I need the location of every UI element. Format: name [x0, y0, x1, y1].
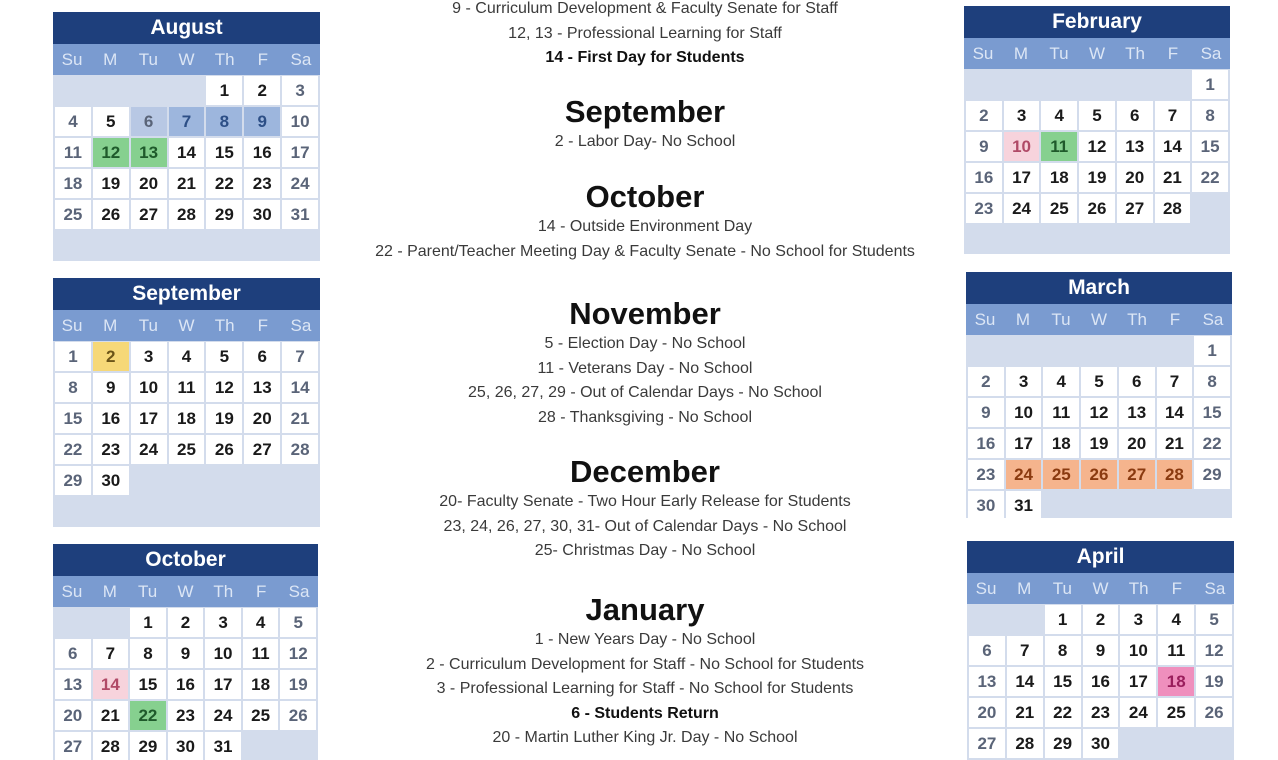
- day-cell: 13: [131, 138, 167, 167]
- day-cell: 14: [1155, 132, 1191, 161]
- day-cell: 20: [244, 404, 280, 433]
- day-cell: 5: [1081, 367, 1117, 396]
- day-cell: 2: [168, 608, 204, 637]
- day-cell: 2: [93, 342, 129, 371]
- day-cell: 15: [1194, 398, 1230, 427]
- day-cell: 4: [1041, 101, 1077, 130]
- events-december: [335, 454, 955, 564]
- day-cell: 10: [1006, 398, 1042, 427]
- empty-cell: [55, 608, 91, 637]
- day-cell: 17: [205, 670, 241, 699]
- day-cell: 28: [1155, 194, 1191, 223]
- weekday-header: [966, 304, 1232, 335]
- day-cell: 3: [205, 608, 241, 637]
- day-cell: 9: [966, 132, 1002, 161]
- empty-cell: [93, 608, 129, 637]
- event-line: 25- Christmas Day - No School: [534, 542, 756, 559]
- event-month-heading: January: [585, 592, 705, 627]
- day-cell: 22: [1192, 163, 1228, 192]
- empty-cell: [969, 605, 1005, 634]
- day-cell: 2: [968, 367, 1004, 396]
- day-cell: 19: [1081, 429, 1117, 458]
- day-cell: 5: [93, 107, 129, 136]
- weekday-label: W: [1090, 310, 1108, 329]
- event-line: 25, 26, 27, 29 - Out of Calendar Days - No School: [468, 384, 822, 401]
- weekday-label: F: [257, 50, 268, 69]
- day-cell: 19: [1079, 163, 1115, 192]
- weekday-label: F: [1171, 579, 1182, 598]
- day-cell: 18: [1041, 163, 1077, 192]
- day-cell: 24: [131, 435, 167, 464]
- day-cell: 21: [1157, 429, 1193, 458]
- weekday-label: W: [178, 50, 195, 69]
- day-cell: 17: [1120, 667, 1156, 696]
- weekday-label: Sa: [290, 316, 312, 335]
- day-cell: 23: [93, 435, 129, 464]
- day-cell: 2: [966, 101, 1002, 130]
- day-cell: 7: [169, 107, 205, 136]
- calendar-march: [966, 272, 1232, 518]
- weekday-label: Su: [975, 579, 997, 598]
- day-cell: 8: [206, 107, 242, 136]
- day-cell: 9: [968, 398, 1004, 427]
- day-cell: 24: [1120, 698, 1156, 727]
- empty-cell: [1157, 336, 1193, 365]
- day-cell: 18: [1043, 429, 1079, 458]
- empty-cell: [1041, 70, 1077, 99]
- weekday-label: F: [257, 316, 268, 335]
- day-cell: 12: [1081, 398, 1117, 427]
- day-cell: 7: [93, 639, 129, 668]
- weekday-label: Tu: [138, 316, 158, 335]
- calendar-title: September: [53, 278, 320, 310]
- day-cell: 9: [1083, 636, 1119, 665]
- day-cell: 11: [1043, 398, 1079, 427]
- day-cell: 16: [966, 163, 1002, 192]
- weekday-label: M: [103, 316, 118, 335]
- weekday-label: W: [1088, 44, 1106, 63]
- day-cell: 10: [205, 639, 241, 668]
- events-october: [335, 179, 955, 264]
- day-cell: 28: [282, 435, 318, 464]
- event-line: 5 - Election Day - No School: [544, 335, 746, 352]
- weekday-label: Tu: [1051, 310, 1071, 329]
- calendar-title: October: [53, 544, 318, 576]
- day-cell: 19: [93, 169, 129, 198]
- day-cell: 27: [244, 435, 280, 464]
- day-cell: 3: [131, 342, 167, 371]
- day-cell: 25: [1158, 698, 1194, 727]
- empty-cell: [55, 76, 91, 105]
- day-cell: 1: [1045, 605, 1081, 634]
- empty-cell: [131, 76, 167, 105]
- day-cell: 24: [1004, 194, 1040, 223]
- day-cell: 23: [1083, 698, 1119, 727]
- day-cell: 5: [280, 608, 316, 637]
- day-cell: 8: [55, 373, 91, 402]
- day-cell: 14: [169, 138, 205, 167]
- day-cell: 3: [1006, 367, 1042, 396]
- day-cell: 13: [1119, 398, 1155, 427]
- day-cell: 28: [169, 200, 205, 229]
- day-cell: 12: [280, 639, 316, 668]
- day-cell: 1: [1192, 70, 1228, 99]
- day-cell: 27: [55, 732, 91, 760]
- weekday-label: Sa: [288, 582, 310, 601]
- day-grid: [53, 341, 320, 495]
- day-cell: 9: [93, 373, 129, 402]
- day-cell: 29: [130, 732, 166, 760]
- day-cell: 30: [244, 200, 280, 229]
- event-line: 1 - New Years Day - No School: [534, 631, 756, 648]
- weekday-label: M: [103, 50, 118, 69]
- event-month-heading: November: [569, 296, 721, 331]
- day-cell: 24: [282, 169, 318, 198]
- weekday-label: Su: [972, 44, 994, 63]
- day-cell: 5: [1196, 605, 1232, 634]
- day-cell: 7: [1007, 636, 1043, 665]
- weekday-label: Su: [974, 310, 996, 329]
- day-cell: 23: [168, 701, 204, 730]
- empty-cell: [968, 336, 1004, 365]
- day-cell: 29: [1045, 729, 1081, 758]
- day-cell: 29: [1194, 460, 1230, 489]
- day-cell: 22: [1045, 698, 1081, 727]
- day-cell: 20: [1117, 163, 1153, 192]
- day-cell: 15: [55, 404, 91, 433]
- weekday-header: [53, 576, 318, 607]
- empty-cell: [1117, 70, 1153, 99]
- day-cell: 21: [93, 701, 129, 730]
- event-line: 2 - Curriculum Development for Staff - No School for Students: [425, 655, 865, 673]
- day-cell: 27: [131, 200, 167, 229]
- empty-cell: [966, 70, 1002, 99]
- day-cell: 6: [1119, 367, 1155, 396]
- day-cell: 26: [93, 200, 129, 229]
- weekday-label: Su: [61, 316, 83, 335]
- day-cell: 22: [1194, 429, 1230, 458]
- day-cell: 11: [1041, 132, 1077, 161]
- day-cell: 16: [1083, 667, 1119, 696]
- day-cell: 19: [206, 404, 242, 433]
- weekday-label: Su: [61, 50, 83, 69]
- calendar-october: [53, 544, 318, 760]
- day-cell: 17: [1006, 429, 1042, 458]
- empty-cell: [1007, 605, 1043, 634]
- event-line: 14 - Outside Environment Day: [537, 218, 753, 235]
- day-cell: 1: [206, 76, 242, 105]
- event-line: 23, 24, 26, 27, 30, 31- Out of Calendar Days - No School: [443, 517, 847, 535]
- day-cell: 15: [130, 670, 166, 699]
- day-cell: 28: [1007, 729, 1043, 758]
- day-cell: 19: [280, 670, 316, 699]
- weekday-label: Sa: [290, 50, 312, 69]
- day-cell: 4: [1043, 367, 1079, 396]
- day-cell: 25: [169, 435, 205, 464]
- weekday-label: Su: [61, 582, 83, 601]
- weekday-label: Sa: [1204, 579, 1226, 598]
- weekday-header: [53, 44, 320, 75]
- empty-cell: [1006, 336, 1042, 365]
- day-cell: 25: [1043, 460, 1079, 489]
- day-cell: 18: [169, 404, 205, 433]
- day-cell: 26: [280, 701, 316, 730]
- day-cell: 18: [1158, 667, 1194, 696]
- day-cell: 8: [130, 639, 166, 668]
- weekday-label: M: [1015, 310, 1031, 329]
- day-cell: 17: [282, 138, 318, 167]
- day-cell: 14: [282, 373, 318, 402]
- day-cell: 15: [1192, 132, 1228, 161]
- day-cell: 11: [1158, 636, 1194, 665]
- weekday-label: M: [102, 582, 117, 601]
- calendar-title: April: [967, 541, 1234, 573]
- event-line: 20- Faculty Senate - Two Hour Early Release for Students: [439, 493, 851, 510]
- day-cell: 23: [968, 460, 1004, 489]
- day-cell: 10: [1120, 636, 1156, 665]
- calendar-april: [967, 541, 1234, 760]
- day-cell: 4: [169, 342, 205, 371]
- day-cell: 31: [205, 732, 241, 760]
- empty-cell: [1119, 336, 1155, 365]
- day-cell: 5: [1079, 101, 1115, 130]
- day-grid: [53, 607, 318, 760]
- events-august: [335, 0, 955, 71]
- day-cell: 6: [55, 639, 91, 668]
- day-cell: 31: [1006, 491, 1042, 518]
- weekday-header: [967, 573, 1234, 604]
- day-cell: 21: [1007, 698, 1043, 727]
- day-cell: 29: [55, 466, 91, 495]
- day-cell: 18: [55, 169, 91, 198]
- day-cell: 26: [1081, 460, 1117, 489]
- day-cell: 14: [1007, 667, 1043, 696]
- day-cell: 29: [206, 200, 242, 229]
- day-cell: 11: [169, 373, 205, 402]
- event-line: 9 - Curriculum Development & Faculty Senate for Staff: [452, 0, 838, 17]
- day-cell: 19: [1196, 667, 1232, 696]
- day-cell: 7: [1155, 101, 1191, 130]
- day-cell: 16: [244, 138, 280, 167]
- day-cell: 22: [55, 435, 91, 464]
- day-cell: 14: [93, 670, 129, 699]
- day-cell: 22: [206, 169, 242, 198]
- day-cell: 20: [131, 169, 167, 198]
- day-grid: [964, 69, 1230, 223]
- day-cell: 14: [1157, 398, 1193, 427]
- day-cell: 17: [1004, 163, 1040, 192]
- weekday-label: M: [1013, 44, 1029, 63]
- day-cell: 12: [1196, 636, 1232, 665]
- weekday-label: Tu: [138, 582, 158, 601]
- empty-cell: [93, 76, 129, 105]
- day-cell: 16: [968, 429, 1004, 458]
- day-cell: 26: [206, 435, 242, 464]
- day-cell: 20: [1119, 429, 1155, 458]
- day-grid: [53, 75, 320, 229]
- day-cell: 3: [1004, 101, 1040, 130]
- calendar-title: August: [53, 12, 320, 44]
- day-cell: 6: [244, 342, 280, 371]
- day-cell: 21: [282, 404, 318, 433]
- day-cell: 3: [1120, 605, 1156, 634]
- weekday-header: [964, 38, 1230, 69]
- day-cell: 6: [969, 636, 1005, 665]
- day-cell: 1: [55, 342, 91, 371]
- day-cell: 1: [130, 608, 166, 637]
- empty-cell: [1155, 70, 1191, 99]
- day-cell: 15: [206, 138, 242, 167]
- day-cell: 9: [244, 107, 280, 136]
- day-cell: 13: [969, 667, 1005, 696]
- weekday-label: Th: [1127, 310, 1147, 329]
- day-cell: 24: [205, 701, 241, 730]
- event-line: 3 - Professional Learning for Staff - No School for Students: [436, 680, 854, 697]
- day-cell: 4: [55, 107, 91, 136]
- day-cell: 13: [1117, 132, 1153, 161]
- weekday-label: Th: [1128, 579, 1149, 598]
- day-cell: 3: [282, 76, 318, 105]
- day-cell: 31: [282, 200, 318, 229]
- weekday-label: M: [1017, 579, 1032, 598]
- day-cell: 23: [966, 194, 1002, 223]
- day-cell: 10: [282, 107, 318, 136]
- calendar-february: [964, 6, 1230, 254]
- day-cell: 25: [55, 200, 91, 229]
- weekday-label: Th: [214, 50, 235, 69]
- day-cell: 4: [1158, 605, 1194, 634]
- day-cell: 12: [206, 373, 242, 402]
- day-cell: 24: [1006, 460, 1042, 489]
- weekday-label: F: [1169, 310, 1181, 329]
- day-cell: 16: [168, 670, 204, 699]
- day-cell: 23: [244, 169, 280, 198]
- event-line: 11 - Veterans Day - No School: [537, 359, 753, 377]
- day-cell: 4: [243, 608, 279, 637]
- day-cell: 17: [131, 404, 167, 433]
- day-cell: 12: [1079, 132, 1115, 161]
- calendar-title: March: [966, 272, 1232, 304]
- events-november: [335, 296, 955, 430]
- day-cell: 25: [1041, 194, 1077, 223]
- day-cell: 8: [1192, 101, 1228, 130]
- day-cell: 27: [1117, 194, 1153, 223]
- event-line: 22 - Parent/Teacher Meeting Day & Faculty Senate - No School for Students: [375, 242, 915, 260]
- event-line: 28 - Thanksgiving - No School: [537, 408, 753, 426]
- event-line: 20 - Martin Luther King Jr. Day - No School: [492, 729, 798, 746]
- event-month-heading: September: [564, 94, 726, 129]
- day-cell: 10: [131, 373, 167, 402]
- day-cell: 20: [969, 698, 1005, 727]
- weekday-label: F: [256, 582, 267, 601]
- day-cell: 11: [55, 138, 91, 167]
- day-grid: [967, 604, 1234, 758]
- calendar-august: [53, 12, 320, 261]
- calendar-title: February: [964, 6, 1230, 38]
- events-january: [335, 592, 955, 751]
- day-cell: 6: [1117, 101, 1153, 130]
- day-cell: 11: [243, 639, 279, 668]
- empty-cell: [1079, 70, 1115, 99]
- day-cell: 30: [168, 732, 204, 760]
- weekday-label: Tu: [1049, 44, 1069, 63]
- day-cell: 28: [1157, 460, 1193, 489]
- day-grid: [966, 335, 1232, 518]
- day-cell: 21: [169, 169, 205, 198]
- day-cell: 12: [93, 138, 129, 167]
- day-cell: 13: [55, 670, 91, 699]
- day-cell: 15: [1045, 667, 1081, 696]
- day-cell: 7: [282, 342, 318, 371]
- empty-cell: [169, 76, 205, 105]
- weekday-label: Sa: [1202, 310, 1224, 329]
- calendar-september: [53, 278, 320, 527]
- event-month-heading: December: [570, 454, 720, 489]
- day-cell: 6: [131, 107, 167, 136]
- day-cell: 13: [244, 373, 280, 402]
- weekday-label: W: [1092, 579, 1109, 598]
- day-cell: 1: [1194, 336, 1230, 365]
- event-line: 14 - First Day for Students: [545, 49, 745, 66]
- events-september: [335, 94, 955, 155]
- day-cell: 26: [1196, 698, 1232, 727]
- weekday-label: Th: [214, 316, 235, 335]
- weekday-label: W: [178, 316, 195, 335]
- day-cell: 30: [93, 466, 129, 495]
- weekday-label: Th: [1125, 44, 1145, 63]
- weekday-label: Tu: [1052, 579, 1072, 598]
- day-cell: 27: [969, 729, 1005, 758]
- weekday-label: W: [177, 582, 194, 601]
- weekday-label: Th: [213, 582, 234, 601]
- day-cell: 7: [1157, 367, 1193, 396]
- day-cell: 5: [206, 342, 242, 371]
- day-cell: 21: [1155, 163, 1191, 192]
- day-cell: 18: [243, 670, 279, 699]
- day-cell: 2: [1083, 605, 1119, 634]
- weekday-label: Sa: [1200, 44, 1222, 63]
- day-cell: 16: [93, 404, 129, 433]
- event-line: 6 - Students Return: [571, 704, 719, 722]
- day-cell: 27: [1119, 460, 1155, 489]
- day-cell: 8: [1045, 636, 1081, 665]
- weekday-header: [53, 310, 320, 341]
- event-line: 12, 13 - Professional Learning for Staff: [508, 24, 782, 42]
- event-month-heading: October: [585, 179, 705, 214]
- day-cell: 30: [968, 491, 1004, 518]
- weekday-label: F: [1167, 44, 1179, 63]
- day-cell: 22: [130, 701, 166, 730]
- weekday-label: Tu: [138, 50, 158, 69]
- day-cell: 9: [168, 639, 204, 668]
- empty-cell: [1004, 70, 1040, 99]
- day-cell: 2: [244, 76, 280, 105]
- day-cell: 8: [1194, 367, 1230, 396]
- empty-cell: [1043, 336, 1079, 365]
- day-cell: 30: [1083, 729, 1119, 758]
- day-cell: 28: [93, 732, 129, 760]
- day-cell: 10: [1004, 132, 1040, 161]
- day-cell: 26: [1079, 194, 1115, 223]
- empty-cell: [1081, 336, 1117, 365]
- event-line: 2 - Labor Day- No School: [554, 133, 736, 150]
- day-cell: 25: [243, 701, 279, 730]
- day-cell: 20: [55, 701, 91, 730]
